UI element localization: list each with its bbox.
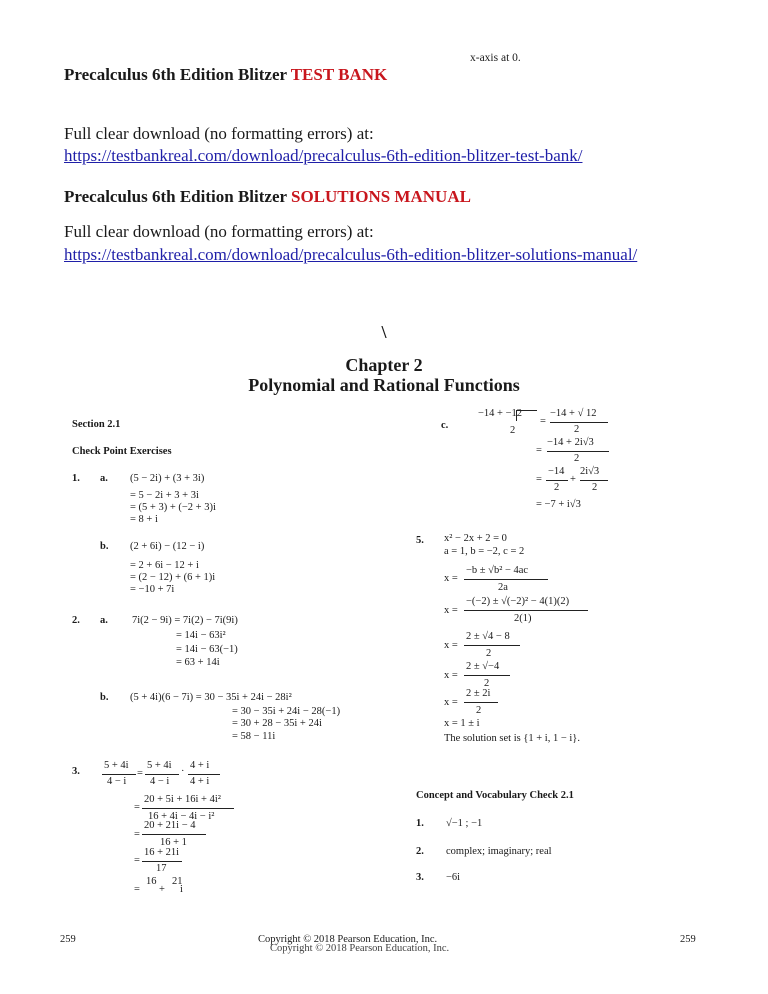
copyright-duplicate: Copyright © 2018 Pearson Education, Inc. <box>270 943 450 954</box>
math-line: = 58 − 11i <box>232 731 276 742</box>
math-line: = 14i − 63i² <box>176 630 226 641</box>
numerator: 5 + 4i <box>104 760 129 771</box>
equals: = <box>540 416 546 427</box>
numerator: 5 + 4i <box>147 760 172 771</box>
math-line: = 30 + 28 − 35i + 24i <box>232 718 322 729</box>
denominator: 17 <box>156 863 167 874</box>
denominator: 2 <box>592 482 598 493</box>
denominator: 2 <box>510 425 516 436</box>
math-line: x² − 2x + 2 = 0 <box>444 533 507 544</box>
math-line: = 8 + i <box>130 514 158 525</box>
plus: + <box>159 884 165 895</box>
backslash: \ <box>381 322 387 342</box>
numerator: 16 + 21i <box>144 847 180 858</box>
dot: · <box>181 766 185 777</box>
numerator: 20 + 21i − 4 <box>144 820 196 831</box>
copyright: Copyright © 2018 Pearson Education, Inc. <box>258 934 438 945</box>
denominator: 4 − i <box>107 776 127 787</box>
page-number-left: 259 <box>60 934 76 945</box>
answer: −6i <box>446 872 461 883</box>
numerator: −(−2) ± √(−2)² − 4(1)(2) <box>466 596 570 607</box>
math-line: a = 1, b = −2, c = 2 <box>444 546 525 557</box>
answer: √−1 ; −1 <box>446 818 483 829</box>
x-equals: x = <box>444 640 458 651</box>
denominator: 2 <box>484 678 490 689</box>
problem-number: 3. <box>72 766 80 777</box>
math-line: 7i(2 − 9i) = 7i(2) − 7i(9i) <box>132 615 238 626</box>
equals: = <box>134 829 140 840</box>
item-number: 1. <box>416 818 424 829</box>
section-label: Section 2.1 <box>72 419 121 430</box>
page-number-right: 259 <box>680 934 696 945</box>
imag-unit: i <box>180 884 183 895</box>
denominator: 4 + i <box>190 776 210 787</box>
promo-title-solutions: Precalculus 6th Edition Blitzer SOLUTIONS MANUAL <box>64 187 471 206</box>
denominator: 4 − i <box>150 776 170 787</box>
denominator: 2 <box>476 705 482 716</box>
part-label: b. <box>100 541 109 552</box>
x-equals: x = <box>444 573 458 584</box>
numerator: 2 ± √−4 <box>466 661 500 672</box>
result: = −7 + i√3 <box>536 499 581 510</box>
solution-set: The solution set is {1 + i, 1 − i}. <box>444 733 580 744</box>
testbank-link[interactable]: https://testbankreal.com/download/precalculus-6th-edition-blitzer-test-bank/ <box>64 146 583 165</box>
numerator: −b ± √b² − 4ac <box>466 565 529 576</box>
equals: = <box>134 855 140 866</box>
denominator: 2 <box>486 648 492 659</box>
concept-check-title: Concept and Vocabulary Check 2.1 <box>416 790 574 801</box>
x-equals: x = <box>444 670 458 681</box>
result: x = 1 ± i <box>444 718 480 729</box>
part-label: c. <box>441 420 449 431</box>
checkpoint-label: Check Point Exercises <box>72 446 172 457</box>
math-line: (5 − 2i) + (3 + 3i) <box>130 473 205 484</box>
x-equals: x = <box>444 605 458 616</box>
numerator: −14 + −12 <box>478 408 523 419</box>
numerator: 4 + i <box>190 760 210 771</box>
numerator: 21 <box>172 876 183 887</box>
denominator: 2(1) <box>514 613 532 624</box>
numerator: 2i√3 <box>580 466 600 477</box>
math-line: = 5 − 2i + 3 + 3i <box>130 490 199 501</box>
x-equals: x = <box>444 697 458 708</box>
math-line: = 2 + 6i − 12 + i <box>130 560 199 571</box>
item-number: 2. <box>416 846 424 857</box>
top-note: x-axis at 0. <box>470 52 521 64</box>
equals: = <box>137 768 143 779</box>
part-label: a. <box>100 473 108 484</box>
math-line: = (2 − 12) + (6 + 1)i <box>130 572 216 583</box>
math-line: = (5 + 3) + (−2 + 3)i <box>130 502 216 513</box>
denominator: 2 <box>554 482 560 493</box>
equals: = <box>536 474 542 485</box>
answer: complex; imaginary; real <box>446 846 552 857</box>
problem-number: 2. <box>72 615 80 626</box>
equals: = <box>134 884 140 895</box>
math-line: = −10 + 7i <box>130 584 175 595</box>
plus: + <box>570 474 576 485</box>
numerator: 20 + 5i + 16i + 4i² <box>144 794 221 805</box>
numerator: 2 ± √4 − 8 <box>466 631 510 642</box>
denominator: 2 <box>574 424 580 435</box>
equals: = <box>134 802 140 813</box>
problem-number: 1. <box>72 473 80 484</box>
part-label: b. <box>100 692 109 703</box>
numerator: 2 ± 2i <box>466 688 491 699</box>
denominator: 16 + 1 <box>160 837 187 848</box>
part-label: a. <box>100 615 108 626</box>
math-line: (2 + 6i) − (12 − i) <box>130 541 205 552</box>
chapter-number: Chapter 2 <box>345 355 423 375</box>
numerator: −14 + √ 12 <box>550 408 597 419</box>
promo-title-testbank: Precalculus 6th Edition Blitzer TEST BANK <box>64 65 388 84</box>
numerator: 16 <box>146 876 157 887</box>
promo-desc-solutions: Full clear download (no formatting errors) at: <box>64 222 374 241</box>
math-line: = 30 − 35i + 24i − 28(−1) <box>232 706 341 717</box>
denominator: 16 + 4i − 4i − i² <box>148 811 215 822</box>
numerator: −14 + 2i√3 <box>547 437 594 448</box>
denominator: 2a <box>498 582 508 593</box>
problem-number: 5. <box>416 535 424 546</box>
math-line: (5 + 4i)(6 − 7i) = 30 − 35i + 24i − 28i² <box>130 692 292 703</box>
math-line: = 14i − 63(−1) <box>176 644 238 655</box>
item-number: 3. <box>416 872 424 883</box>
numerator: −14 <box>548 466 565 477</box>
denominator: 2 <box>574 453 580 464</box>
chapter-title: Polynomial and Rational Functions <box>248 375 520 395</box>
equals: = <box>536 445 542 456</box>
promo-desc-testbank: Full clear download (no formatting errors) at: <box>64 124 374 143</box>
solutions-link[interactable]: https://testbankreal.com/download/precalculus-6th-edition-blitzer-solutions-manual/ <box>64 245 638 264</box>
math-line: = 63 + 14i <box>176 657 220 668</box>
